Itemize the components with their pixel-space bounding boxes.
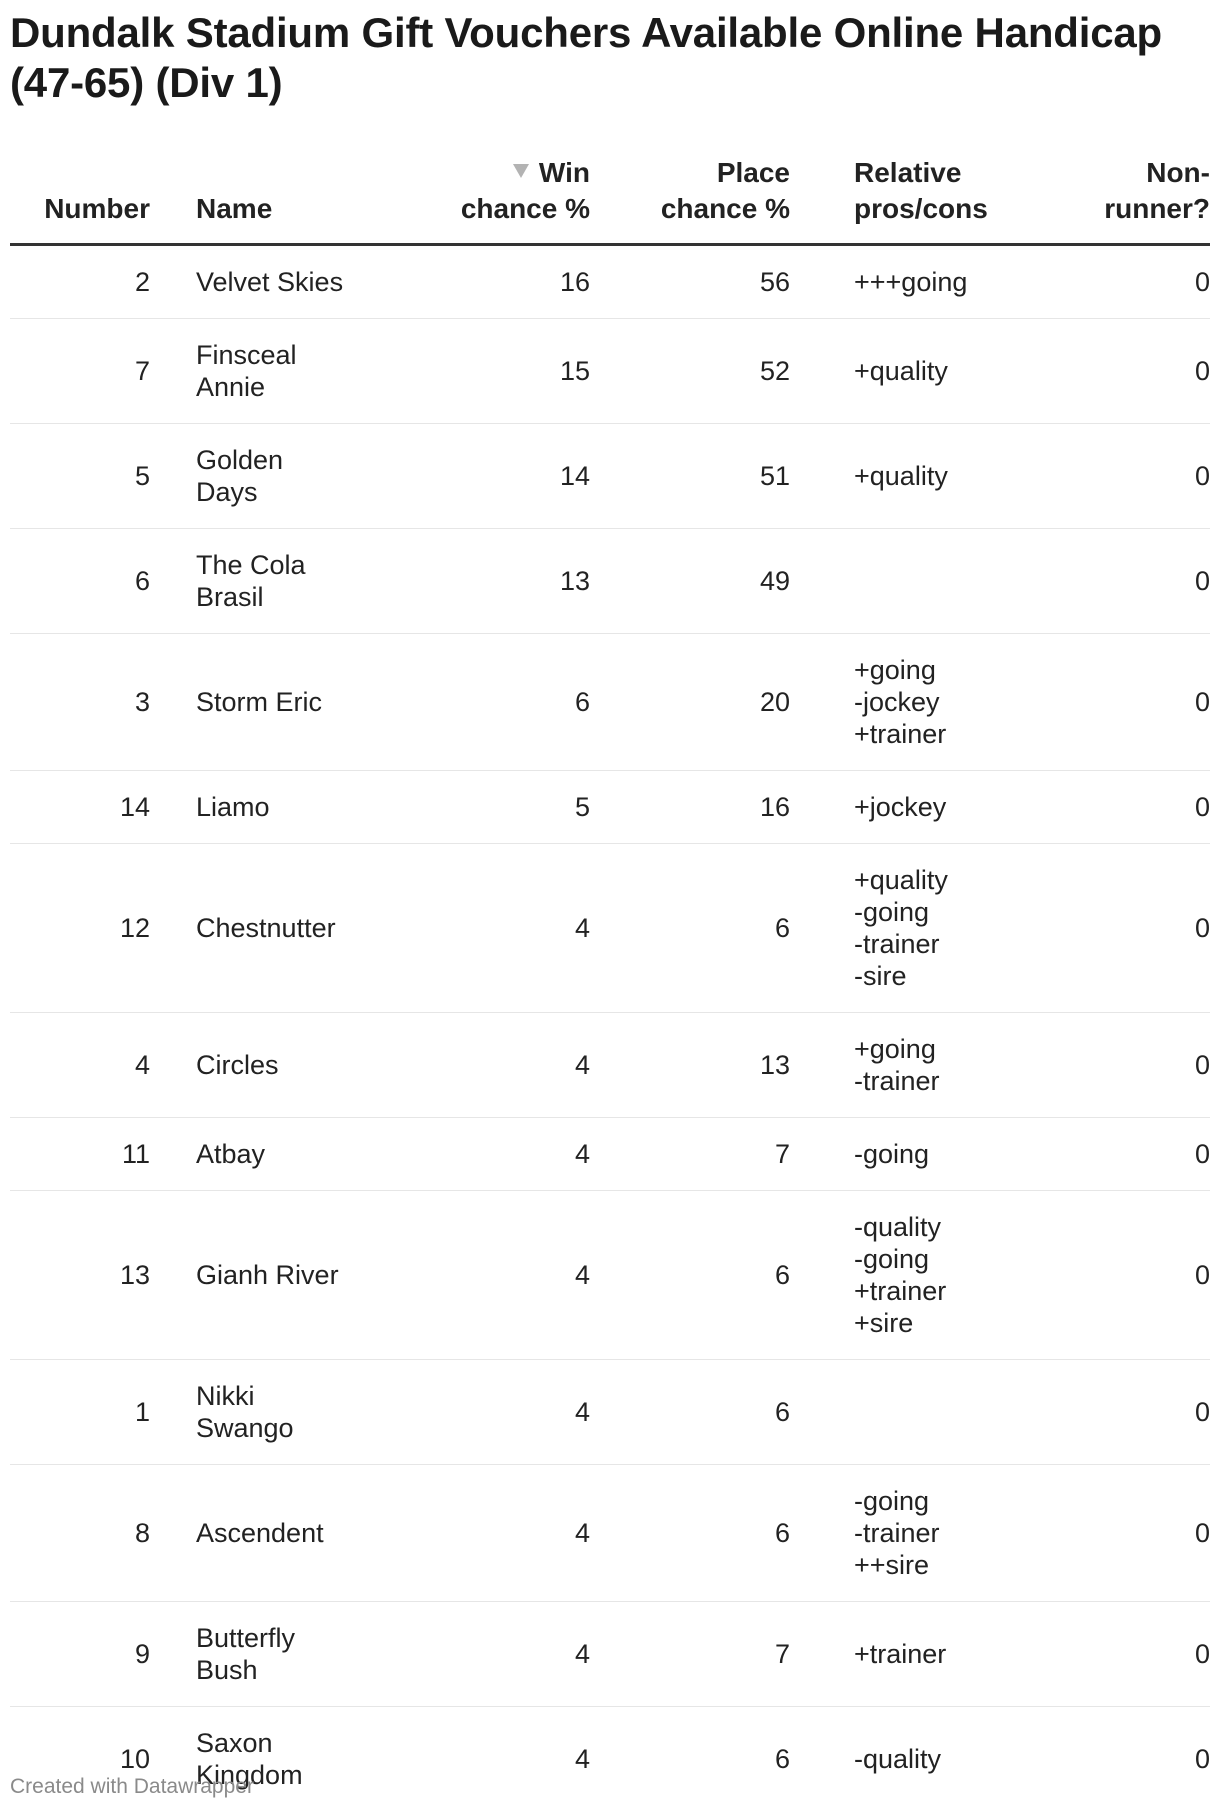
horse-name: Finsceal Annie bbox=[196, 340, 297, 402]
cell-place-chance: 13 bbox=[590, 1013, 790, 1118]
cell-number: 13 bbox=[10, 1191, 150, 1360]
cell-non-runner: 0 bbox=[1010, 844, 1210, 1013]
cell-name bbox=[150, 319, 370, 424]
cell-win-chance: 4 bbox=[370, 1013, 590, 1118]
cell-number: 6 bbox=[10, 529, 150, 634]
horse-name: Golden Days bbox=[196, 445, 284, 507]
column-header-wrap bbox=[854, 155, 1010, 227]
cell-non-runner: 0 bbox=[1010, 529, 1210, 634]
cell-pros-cons: +going -jockey +trainer bbox=[790, 634, 1010, 771]
cell-non-runner: 0 bbox=[1010, 1360, 1210, 1465]
table-row bbox=[10, 844, 1210, 1013]
cell-name bbox=[150, 1465, 370, 1602]
cell-non-runner: 0 bbox=[1010, 1602, 1210, 1707]
cell-place-chance: 6 bbox=[590, 844, 790, 1013]
column-header-place-chance[interactable] bbox=[590, 155, 790, 245]
column-header-number[interactable] bbox=[10, 155, 150, 245]
cell-pros-cons: +++going bbox=[790, 245, 1010, 319]
horse-name: Storm Eric bbox=[196, 687, 323, 717]
horse-name: Gianh River bbox=[196, 1260, 339, 1290]
table-row bbox=[10, 1465, 1210, 1602]
cell-number: 7 bbox=[10, 319, 150, 424]
cell-win-chance: 4 bbox=[370, 1118, 590, 1191]
cell-place-chance: 16 bbox=[590, 771, 790, 844]
table-header bbox=[10, 155, 1210, 245]
cell-number: 10 bbox=[119, 1744, 150, 1774]
cell-pros-cons: +jockey bbox=[790, 771, 1010, 844]
cell-non-runner: 0 bbox=[1010, 1465, 1210, 1602]
runners-table bbox=[10, 155, 1210, 1811]
cell-name bbox=[150, 1013, 370, 1118]
table-row bbox=[10, 1191, 1210, 1360]
cell-name bbox=[150, 844, 370, 1013]
cell-pros-cons: +going -trainer bbox=[790, 1013, 1010, 1118]
cell-place-chance: 20 bbox=[590, 634, 790, 771]
cell-non-runner: 0 bbox=[1010, 1118, 1210, 1191]
column-header-wrap bbox=[460, 155, 590, 227]
table-row bbox=[10, 1602, 1210, 1707]
horse-name: Velvet Skies bbox=[196, 267, 344, 297]
table-row bbox=[10, 424, 1210, 529]
cell-pros-cons: -going -trainer ++sire bbox=[790, 1465, 1010, 1602]
cell-name bbox=[150, 771, 370, 844]
column-header-label: Relative pros/cons bbox=[854, 157, 988, 224]
cell-place-chance: 7 bbox=[590, 1118, 790, 1191]
horse-name: Circles bbox=[196, 1050, 279, 1080]
cell-name bbox=[150, 529, 370, 634]
page-title: Dundalk Stadium Gift Vouchers Available Online Handicap (47-65) (Div 1) bbox=[10, 9, 1162, 106]
column-header-label: Non-runner? bbox=[1104, 157, 1210, 224]
cell-number: 8 bbox=[10, 1465, 150, 1602]
cell-win-chance: 16 bbox=[370, 245, 590, 319]
sort-descending-icon bbox=[513, 164, 529, 178]
horse-name: Nikki Swango bbox=[196, 1381, 294, 1443]
cell-non-runner: 0 bbox=[1010, 634, 1210, 771]
cell-pros-cons: -quality -going +trainer +sire bbox=[790, 1191, 1010, 1360]
column-header-name[interactable] bbox=[150, 155, 370, 245]
table-row bbox=[10, 529, 1210, 634]
column-header-label: Name bbox=[196, 193, 273, 224]
column-header-win-chance[interactable] bbox=[370, 155, 590, 245]
table-row bbox=[10, 319, 1210, 424]
cell-non-runner: 0 bbox=[1010, 1013, 1210, 1118]
cell-place-chance: 7 bbox=[590, 1602, 790, 1707]
cell-place-chance: 6 bbox=[590, 1465, 790, 1602]
column-header-label: Place chance % bbox=[660, 157, 790, 224]
column-header-label: Number bbox=[44, 193, 150, 224]
horse-name: Liamo bbox=[196, 792, 270, 822]
cell-win-chance: 5 bbox=[370, 771, 590, 844]
cell-pros-cons bbox=[790, 1360, 1010, 1465]
cell-win-chance: 6 bbox=[370, 634, 590, 771]
column-header-label: Win chance % bbox=[460, 157, 590, 224]
cell-pros-cons: +quality bbox=[790, 424, 1010, 529]
cell-non-runner: 0 bbox=[1010, 424, 1210, 529]
cell-name bbox=[150, 1602, 370, 1707]
cell-win-chance: 14 bbox=[370, 424, 590, 529]
cell-number: 3 bbox=[10, 634, 150, 771]
cell-place-chance: 56 bbox=[590, 245, 790, 319]
table-row bbox=[10, 1360, 1210, 1465]
horse-name: Saxon Kingdom bbox=[196, 1728, 303, 1790]
cell-pros-cons: +quality bbox=[790, 319, 1010, 424]
cell-name bbox=[150, 1191, 370, 1360]
cell-number: 11 bbox=[10, 1118, 150, 1191]
cell-number: 4 bbox=[10, 1013, 150, 1118]
cell-place-chance: 49 bbox=[590, 529, 790, 634]
cell-win-chance: 13 bbox=[370, 529, 590, 634]
cell-win-chance: 4 bbox=[574, 1744, 590, 1774]
column-header-wrap bbox=[1100, 155, 1210, 227]
datawrapper-table-page bbox=[10, 8, 1210, 108]
cell-place-chance: 6 bbox=[590, 1360, 790, 1465]
table-row bbox=[10, 245, 1210, 319]
table-row bbox=[10, 1118, 1210, 1191]
cell-win-chance: 4 bbox=[370, 844, 590, 1013]
cell-win-chance: 4 bbox=[370, 1465, 590, 1602]
cell-pros-cons: -quality bbox=[854, 1744, 942, 1774]
datawrapper-credit: Created with Datawrapper bbox=[10, 1775, 254, 1798]
cell-non-runner: 0 bbox=[1194, 1744, 1210, 1774]
cell-non-runner: 0 bbox=[1010, 245, 1210, 319]
cell-win-chance: 15 bbox=[370, 319, 590, 424]
horse-name: Chestnutter bbox=[196, 913, 336, 943]
column-header-wrap bbox=[660, 155, 790, 227]
cell-number: 1 bbox=[10, 1360, 150, 1465]
cell-name bbox=[150, 424, 370, 529]
horse-name: The Cola Brasil bbox=[196, 550, 306, 612]
cell-win-chance: 4 bbox=[370, 1602, 590, 1707]
horse-name: Butterfly Bush bbox=[196, 1623, 296, 1685]
cell-non-runner: 0 bbox=[1010, 1191, 1210, 1360]
cell-place-chance: 51 bbox=[590, 424, 790, 529]
cell-pros-cons: -going bbox=[790, 1118, 1010, 1191]
table-row bbox=[10, 1013, 1210, 1118]
cell-number: 2 bbox=[10, 245, 150, 319]
cell-name bbox=[150, 1118, 370, 1191]
cell-place-chance: 52 bbox=[590, 319, 790, 424]
cell-win-chance: 4 bbox=[370, 1360, 590, 1465]
cell-name bbox=[150, 245, 370, 319]
horse-name: Ascendent bbox=[196, 1518, 324, 1548]
cell-number: 5 bbox=[10, 424, 150, 529]
cell-pros-cons bbox=[790, 529, 1010, 634]
cell-pros-cons: +quality -going -trainer -sire bbox=[790, 844, 1010, 1013]
cell-place-chance: 6 bbox=[590, 1191, 790, 1360]
column-header-pros-cons[interactable] bbox=[790, 155, 1010, 245]
horse-name: Atbay bbox=[196, 1139, 266, 1169]
cell-win-chance: 4 bbox=[370, 1191, 590, 1360]
cell-pros-cons: +trainer bbox=[790, 1602, 1010, 1707]
table-row bbox=[10, 634, 1210, 771]
table-row bbox=[10, 771, 1210, 844]
cell-non-runner: 0 bbox=[1010, 771, 1210, 844]
cell-number: 14 bbox=[10, 771, 150, 844]
cell-name bbox=[150, 1360, 370, 1465]
cell-number: 9 bbox=[10, 1602, 150, 1707]
cell-non-runner: 0 bbox=[1010, 319, 1210, 424]
table-body bbox=[10, 245, 1210, 1812]
column-header-non-runner[interactable] bbox=[1010, 155, 1210, 245]
header-row bbox=[10, 155, 1210, 245]
cell-number: 12 bbox=[10, 844, 150, 1013]
cell-place-chance: 6 bbox=[774, 1744, 790, 1774]
cell-name bbox=[150, 634, 370, 771]
